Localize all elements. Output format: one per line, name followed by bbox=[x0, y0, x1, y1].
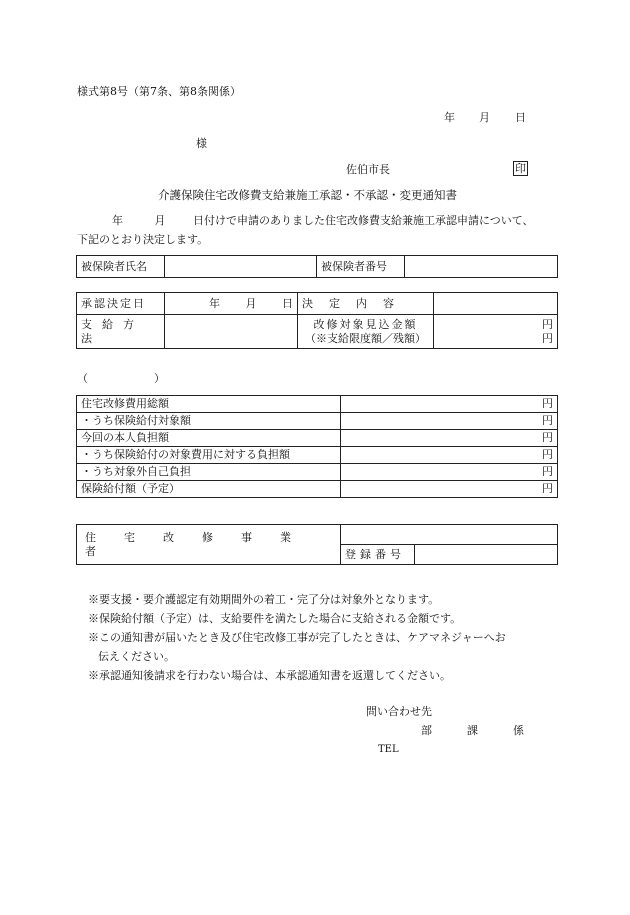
approval-date-label-text: 承認決定日 bbox=[81, 296, 146, 310]
estimate-yen-1: 円 bbox=[542, 318, 553, 332]
contact-dept: 部 bbox=[421, 724, 432, 737]
cost-row-amount[interactable]: 円 bbox=[341, 430, 558, 447]
cost-row-label: 今回の本人負担額 bbox=[77, 430, 341, 447]
cost-row-amount[interactable]: 円 bbox=[341, 396, 558, 413]
decision-field[interactable] bbox=[434, 293, 558, 315]
estimate-yen-2: 円 bbox=[542, 331, 553, 345]
table-row bbox=[77, 430, 558, 447]
decision-label bbox=[298, 293, 434, 315]
cost-row-amount[interactable]: 円 bbox=[341, 413, 558, 430]
contact-tel: TEL bbox=[378, 744, 399, 755]
payment-method-field[interactable] bbox=[165, 315, 298, 349]
addressee-suffix: 様 bbox=[196, 137, 207, 150]
registration-number-label-text: 登録番号 bbox=[345, 547, 405, 561]
cost-row-label: ・うち保険給付の対象費用に対する負担額 bbox=[77, 447, 341, 464]
insured-number-field[interactable] bbox=[405, 256, 558, 278]
insured-name-field[interactable] bbox=[165, 256, 317, 278]
contractor-label bbox=[77, 525, 341, 565]
decision-table bbox=[76, 292, 558, 349]
insured-table bbox=[76, 255, 558, 278]
note-item-continued: 伝えください。 bbox=[98, 650, 175, 663]
cost-row-label: ・うち保険給付対象額 bbox=[77, 413, 341, 430]
intro-month: 月 bbox=[154, 214, 166, 227]
date-day: 日 bbox=[515, 111, 526, 124]
insured-name-label: 被保険者氏名 bbox=[77, 256, 165, 278]
estimate-label-line-1: 改修対象見込金額 bbox=[313, 318, 418, 332]
date-year: 年 bbox=[444, 111, 455, 124]
table-row bbox=[77, 413, 558, 430]
seal-mark: 印 bbox=[515, 162, 526, 175]
table-row bbox=[77, 481, 558, 498]
form-number: 様式第8号（第7条、第8条関係） bbox=[77, 85, 241, 98]
contractor-name-field[interactable] bbox=[341, 525, 558, 545]
contact-section: 課 bbox=[467, 724, 478, 737]
cost-row-label: 住宅改修費用総額 bbox=[77, 396, 341, 413]
payment-method-label bbox=[77, 315, 165, 349]
note-item: ※承認通知後請求を行わない場合は、本承認通知書を返還してください。 bbox=[88, 669, 451, 682]
registration-number-label bbox=[341, 545, 415, 565]
insured-number-label: 被保険者番号 bbox=[317, 256, 405, 278]
payment-method-label-text: 支給方法 bbox=[81, 318, 144, 345]
date-month: 月 bbox=[479, 111, 490, 124]
estimate-label-line-2: （※支給限度額／残額） bbox=[305, 331, 426, 345]
estimate-field[interactable] bbox=[434, 315, 558, 349]
issue-date bbox=[444, 112, 524, 123]
table-row bbox=[77, 464, 558, 481]
intro-line-2: 下記のとおり決定します。 bbox=[77, 233, 209, 246]
document-title: 介護保険住宅改修費支給兼施工承認・不承認・変更通知書 bbox=[158, 188, 457, 202]
paren-blank: （ ） bbox=[77, 372, 165, 385]
note-item: ※この通知書が届いたとき及び住宅改修工事が完了したときは、ケアマネジャーへお bbox=[88, 631, 506, 644]
intro-rest: 日付けで申請のありました住宅改修費支給兼施工承認申請について、 bbox=[193, 214, 534, 227]
cost-row-label: ・うち対象外自己負担 bbox=[77, 464, 341, 481]
contact-heading: 問い合わせ先 bbox=[366, 705, 432, 718]
cost-table bbox=[76, 395, 558, 498]
contractor-label-text: 住宅改修事業者 bbox=[85, 531, 319, 558]
decision-label-text: 決定内容 bbox=[302, 296, 410, 310]
intro-line-1 bbox=[112, 215, 534, 226]
estimate-label bbox=[298, 315, 434, 349]
contractor-table bbox=[76, 524, 558, 565]
table-row bbox=[77, 447, 558, 464]
approval-day: 日 bbox=[282, 296, 293, 310]
approval-year: 年 bbox=[209, 296, 220, 310]
contact-unit: 係 bbox=[513, 724, 524, 737]
notes-list bbox=[88, 590, 558, 685]
approval-date-label bbox=[77, 293, 165, 315]
cost-row-amount[interactable]: 円 bbox=[341, 447, 558, 464]
registration-number-field[interactable] bbox=[415, 545, 558, 565]
approval-date-field[interactable] bbox=[165, 293, 298, 315]
cost-row-label: 保険給付額（予定） bbox=[77, 481, 341, 498]
note-item: ※要支援・要介護認定有効期間外の着工・完了分は対象外となります。 bbox=[88, 593, 440, 606]
note-item: ※保険給付額（予定）は、支給要件を満たした場合に支給される金額です。 bbox=[88, 612, 462, 625]
approval-month: 月 bbox=[245, 296, 257, 310]
cost-row-amount[interactable]: 円 bbox=[341, 464, 558, 481]
intro-year: 年 bbox=[112, 214, 123, 227]
table-row bbox=[77, 396, 558, 413]
issuer-name: 佐伯市長 bbox=[346, 163, 390, 176]
cost-row-amount[interactable]: 円 bbox=[341, 481, 558, 498]
